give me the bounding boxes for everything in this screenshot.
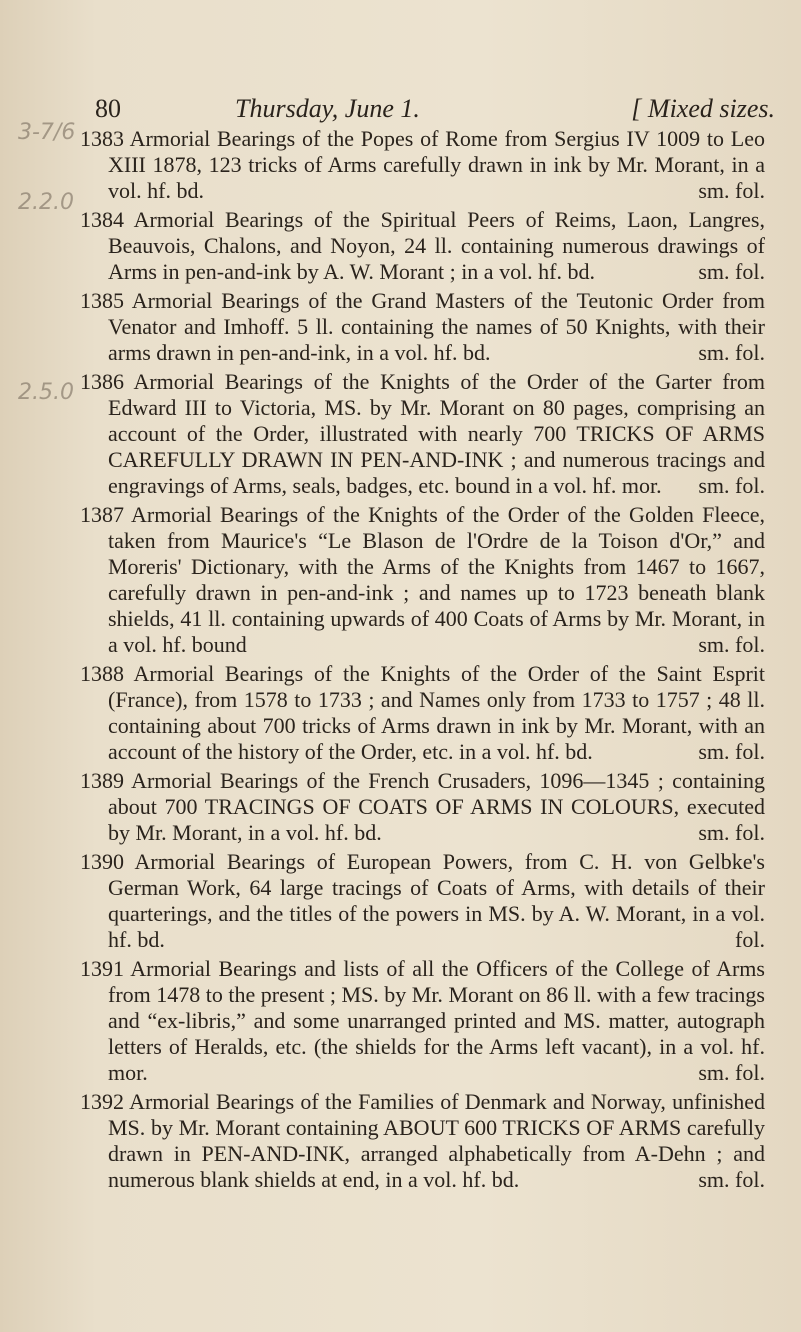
lot-description: Armorial Bearings of European Powers, from C. H. von Gelbke's German Work, 64 large tracings of Coats of Arms, with details of their quarterings, and the titles of the powers in MS. by A. W. Morant, in a vol. hf. bd.: [108, 849, 765, 952]
lot-entry: [80, 849, 765, 953]
lot-number: 1392: [80, 1089, 124, 1114]
lot-entry: [80, 956, 765, 1086]
lot-entry: [80, 288, 765, 366]
lot-description: Armorial Bearings of the Knights of the Order of the Garter from Edward III to Victoria, MS. by Mr. Morant on 80 pages, comprising an account of the Order, illustrated with nearly 700 TRICKS OF ARMS CAREFULLY DRAWN IN PEN-AND-INK ; and numerous tracings and engravings of Arms, seals, badges, etc. bound in a vol. hf. mor.: [108, 369, 765, 498]
lot-description: Armorial Bearings of the French Crusaders, 1096—1345 ; containing about 700 TRACINGS OF COATS OF ARMS IN COLOURS, executed by Mr. Morant, in a vol. hf. bd.: [108, 768, 765, 845]
lot-entry: [80, 369, 765, 499]
lot-description: Armorial Bearings of the Popes of Rome from Sergius IV 1009 to Leo XIII 1878, 123 tricks of Arms carefully drawn in ink by Mr. Morant, in a vol. hf. bd.: [108, 126, 765, 203]
lot-description: Armorial Bearings of the Knights of the Order of the Saint Esprit (France), from 1578 to 1733 ; and Names only from 1733 to 1757 ; 48 ll. containing about 700 tricks of Arms drawn in ink by Mr. Morant, with an account of the history of the Order, etc. in a vol. hf. bd.: [108, 661, 765, 764]
lot-size: sm. fol.: [698, 473, 765, 498]
lot-number: 1385: [80, 288, 124, 313]
lot-size: sm. fol.: [698, 739, 765, 764]
lot-number: 1389: [80, 768, 124, 793]
sizes-note: [ Mixed sizes.: [631, 94, 775, 123]
lot-description: Armorial Bearings of the Knights of the Order of the Golden Fleece, taken from Maurice's “Le Blason de l'Ordre de la Toison d'Or,” and Moreris' Dictionary, with the Arms of the Knights from 1467 to 1667, carefully drawn in pen-and-ink ; and names up to 1723 beneath blank shields, 41 ll. containing upwards of 400 Coats of Arms by Mr. Morant, in a vol. hf. bound: [108, 502, 765, 657]
lot-entry: [80, 1089, 765, 1193]
lot-size: sm. fol.: [698, 1060, 765, 1085]
lot-description: Armorial Bearings and lists of all the Officers of the College of Arms from 1478 to the present ; MS. by Mr. Morant on 86 ll. with a few tracings and “ex-libris,” and some unarranged printed and MS. matter, autograph letters of Heralds, etc. (the shields for the Arms left vacant), in a vol. hf. mor.: [108, 956, 765, 1085]
margin-note: 3-7/6: [18, 120, 76, 145]
lot-number: 1383: [80, 126, 124, 151]
page-number: 80: [95, 94, 121, 123]
lot-number: 1387: [80, 502, 124, 527]
lot-size: sm. fol.: [698, 259, 765, 284]
lot-entry: [80, 126, 765, 204]
lot-entry: [80, 207, 765, 285]
lot-size: sm. fol.: [698, 178, 765, 203]
page-header: [95, 94, 785, 128]
lot-number: 1384: [80, 207, 124, 232]
margin-note: 2.2.0: [18, 190, 74, 215]
lot-number: 1386: [80, 369, 124, 394]
lot-entry: [80, 768, 765, 846]
lot-number: 1388: [80, 661, 124, 686]
lot-size: sm. fol.: [698, 1167, 765, 1192]
lot-size: fol.: [735, 927, 765, 952]
lot-size: sm. fol.: [698, 340, 765, 365]
lot-entry: [80, 661, 765, 765]
lot-number: 1391: [80, 956, 124, 981]
lot-size: sm. fol.: [698, 820, 765, 845]
lot-number: 1390: [80, 849, 124, 874]
margin-note: 2.5.0: [18, 380, 74, 405]
lot-description: Armorial Bearings of the Spiritual Peers of Reims, Laon, Langres, Beauvois, Chalons, and Noyon, 24 ll. containing numerous drawings of Arms in pen-and-ink by A. W. Morant ; in a vol. hf. bd.: [108, 207, 765, 284]
lot-list: [80, 126, 765, 1196]
lot-description: Armorial Bearings of the Grand Masters of the Teutonic Order from Venator and Imhoff. 5 ll. containing the names of 50 Knights, with their arms drawn in pen-and-ink, in a vol. hf. bd.: [108, 288, 765, 365]
lot-size: sm. fol.: [698, 632, 765, 657]
sale-date: Thursday, June 1.: [235, 94, 420, 123]
lot-description: Armorial Bearings of the Families of Denmark and Norway, unfinished MS. by Mr. Morant containing ABOUT 600 TRICKS OF ARMS carefully drawn in PEN-AND-INK, arranged alphabetically from A-Dehn ; and numerous blank shields at end, in a vol. hf. bd.: [108, 1089, 765, 1192]
lot-entry: [80, 502, 765, 658]
